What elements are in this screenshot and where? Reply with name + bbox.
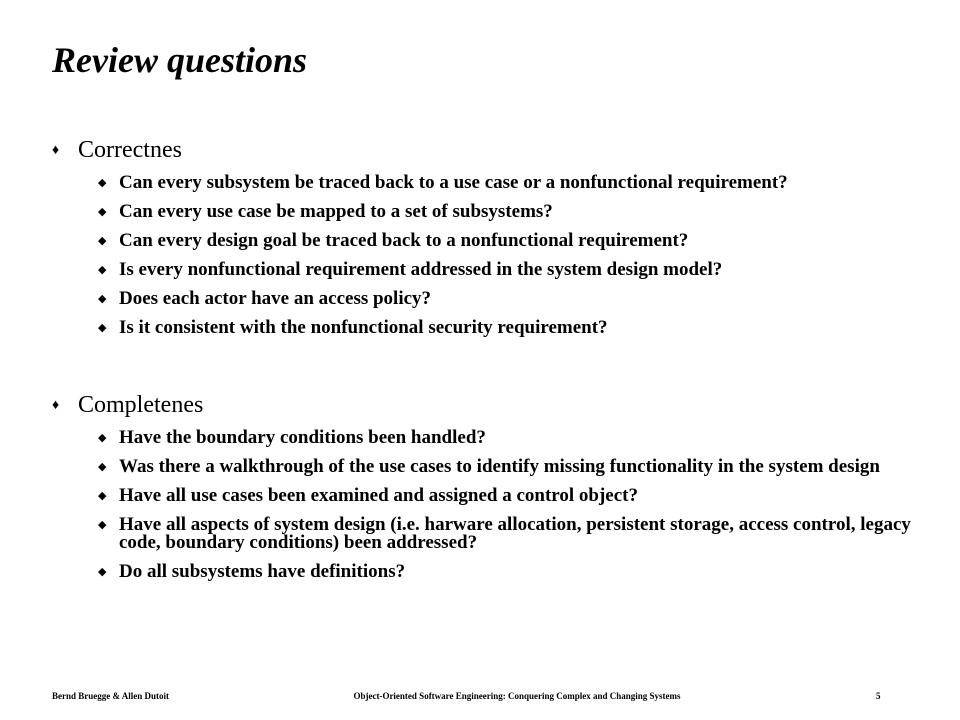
- section-heading: [52, 136, 912, 168]
- diamond-bullet-icon: ◆: [98, 566, 107, 578]
- question-text: Have all aspects of system design (i.e. harware allocation, persistent storage, access control, legacy code, boundary conditions) been addressed?: [119, 514, 911, 553]
- question-text: Have the boundary conditions been handled?: [119, 427, 486, 448]
- question-item: [98, 563, 912, 581]
- question-item: [98, 232, 912, 250]
- footer-book-title: Object-Oriented Software Engineering: Conquering Complex and Changing Systems: [353, 691, 681, 701]
- question-item: [98, 319, 912, 337]
- diamond-bullet-icon: ◆: [98, 206, 107, 218]
- question-list: [52, 429, 912, 581]
- page-number: 5: [876, 691, 881, 701]
- question-text: Do all subsystems have definitions?: [119, 561, 406, 582]
- question-item: [98, 487, 912, 505]
- question-item: [98, 203, 912, 221]
- question-text: Can every subsystem be traced back to a use case or a nonfunctional requirement?: [119, 172, 788, 193]
- question-text: Can every design goal be traced back to a nonfunctional requirement?: [119, 230, 689, 251]
- section-heading-label: Correctnes: [78, 137, 182, 163]
- diamond-bullet-icon: ◆: [98, 461, 107, 473]
- diamond-bullet-icon: ♦: [52, 398, 60, 413]
- question-item: [98, 290, 912, 308]
- question-text: Can every use case be mapped to a set of subsystems?: [119, 201, 553, 222]
- section-heading-label: Completenes: [78, 392, 204, 418]
- diamond-bullet-icon: ♦: [52, 143, 60, 158]
- question-item: [98, 174, 912, 192]
- question-text: Is it consistent with the nonfunctional security requirement?: [119, 317, 608, 338]
- question-item: [98, 516, 912, 552]
- question-list: [52, 174, 912, 337]
- footer-authors: Bernd Bruegge & Allen Dutoit: [52, 691, 169, 701]
- section-heading: [52, 391, 912, 423]
- question-item: [98, 458, 912, 476]
- question-text: Does each actor have an access policy?: [119, 288, 432, 309]
- question-text: Have all use cases been examined and assigned a control object?: [119, 485, 638, 506]
- question-item: [98, 261, 912, 279]
- question-item: [98, 429, 912, 447]
- diamond-bullet-icon: ◆: [98, 293, 107, 305]
- diamond-bullet-icon: ◆: [98, 322, 107, 334]
- diamond-bullet-icon: ◆: [98, 177, 107, 189]
- diamond-bullet-icon: ◆: [98, 264, 107, 276]
- section-correctness: [52, 136, 912, 348]
- slide-footer: [0, 689, 960, 703]
- diamond-bullet-icon: ◆: [98, 235, 107, 247]
- slide-title: Review questions: [52, 40, 308, 80]
- question-text: Was there a walkthrough of the use cases to identify missing functionality in the system design: [119, 456, 880, 477]
- diamond-bullet-icon: ◆: [98, 519, 107, 531]
- diamond-bullet-icon: ◆: [98, 432, 107, 444]
- section-completeness: [52, 391, 912, 592]
- diamond-bullet-icon: ◆: [98, 490, 107, 502]
- question-text: Is every nonfunctional requirement addressed in the system design model?: [119, 259, 723, 280]
